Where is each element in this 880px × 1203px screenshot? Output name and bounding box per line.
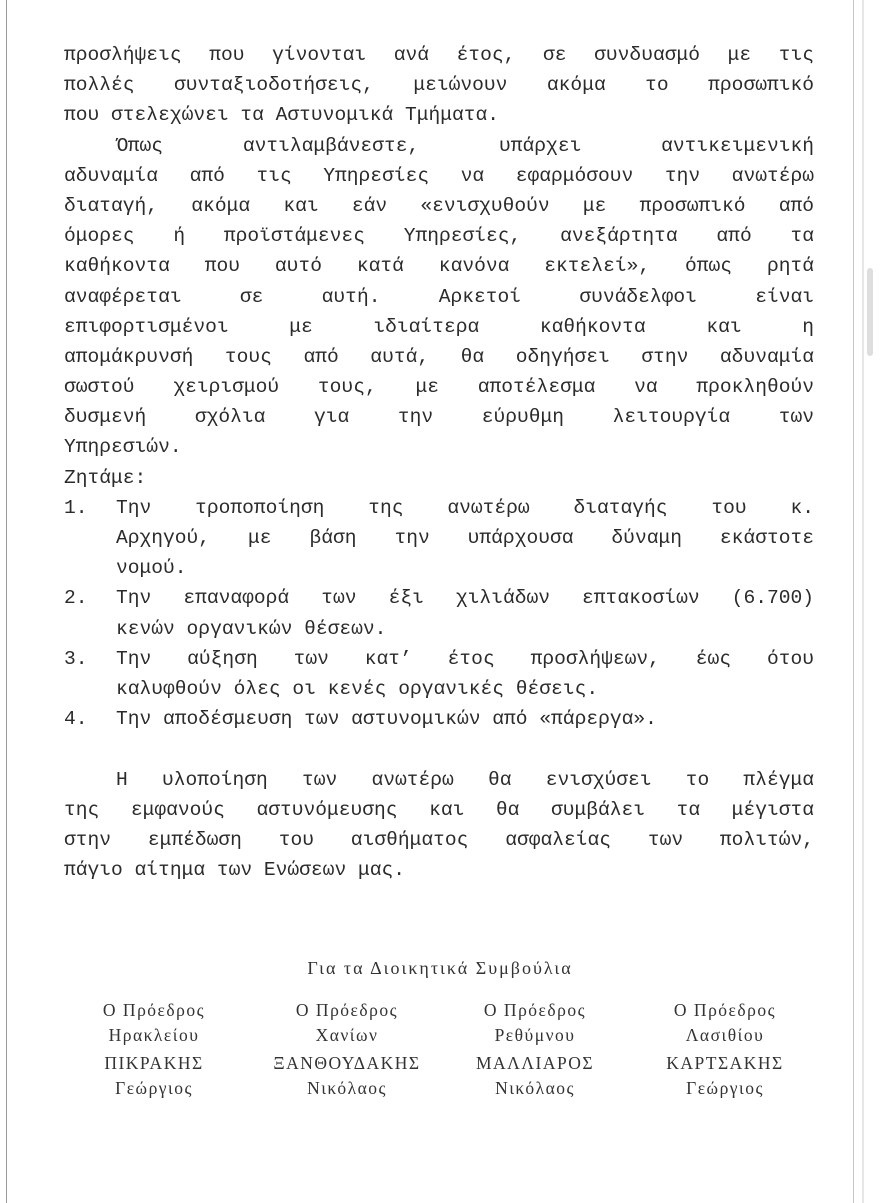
- signature-block-heraklion: [69, 998, 239, 1100]
- request-item: [64, 583, 814, 643]
- closing-line: στην εμπέδωση του αισθήματος ασφαλείας των πολιτών,: [64, 828, 814, 851]
- closing-line: Η υλοποίηση των ανωτέρω θα ενισχύσει το πλέγμα: [116, 768, 814, 791]
- page-right-edge: [853, 0, 854, 1203]
- signatory-title: Ο Πρόεδρος: [295, 1000, 399, 1020]
- closing-line: της εμφανούς αστυνόμευσης και θα συμβάλει τα μέγιστα: [64, 798, 814, 821]
- signatory-title: Ο Πρόεδρος: [102, 1000, 206, 1020]
- signatory-region: Χανίων: [315, 1024, 379, 1045]
- request-line: κενών οργανικών θέσεων.: [116, 617, 387, 640]
- body-line: Όπως αντιλαμβάνεστε, υπάρχει αντικειμενική: [116, 134, 814, 157]
- request-item: [64, 493, 814, 584]
- signatory-first-name: Νικόλαος: [307, 1077, 387, 1098]
- request-number: 4.: [64, 708, 88, 731]
- body-line: που στελεχώνει τα Αστυνομικά Τμήματα.: [64, 104, 500, 127]
- document-body: [64, 40, 814, 885]
- signatory-first-name: Γεώργιος: [115, 1077, 193, 1098]
- request-line: Την επαναφορά των έξι χιλιάδων επτακοσίων (6.700): [116, 587, 814, 610]
- body-line: όμορες ή προϊστάμενες Υπηρεσίες, ανεξάρτητα από τα: [64, 225, 814, 248]
- request-item: [64, 704, 814, 734]
- request-line: Την αποδέσμευση των αστυνομικών από «πάρεργα».: [116, 708, 657, 731]
- signatory-region: Λασιθίου: [685, 1024, 765, 1045]
- request-list: [64, 493, 814, 735]
- signatory-title: Ο Πρόεδρος: [483, 1000, 587, 1020]
- body-line: επιφορτισμένοι με ιδιαίτερα καθήκοντα και η: [64, 315, 814, 338]
- scrollbar-track[interactable]: [862, 0, 864, 1203]
- body-line: πολλές συνταξιοδοτήσεις, μειώνουν ακόμα το προσωπικό: [64, 74, 814, 97]
- signatory-surname: ΠΙΚΡΑΚΗΣ: [104, 1053, 204, 1073]
- body-line: προσλήψεις που γίνονται ανά έτος, σε συνδυασμό με τις: [64, 44, 814, 66]
- signatory-first-name: Νικόλαος: [495, 1077, 575, 1098]
- signature-block-chania: [262, 998, 432, 1100]
- request-item: [64, 644, 814, 704]
- request-line: νομού.: [116, 557, 187, 580]
- body-line: καθήκοντα που αυτό κατά κανόνα εκτελεί», όπως ρητά: [64, 255, 814, 278]
- body-line: σωστού χειρισμού τους, με αποτέλεσμα να προκληθούν: [64, 376, 814, 399]
- request-line: Την τροποποίηση της ανωτέρω διαταγής του κ.: [116, 496, 814, 519]
- signature-block-rethymno: [450, 998, 620, 1100]
- page-left-edge: [6, 0, 7, 1203]
- council-heading: Για τα Διοικητικά Συμβούλια: [307, 958, 573, 978]
- signatory-surname: ΞΑΝΘΟΥΔΑΚΗΣ: [273, 1053, 421, 1073]
- body-line: αδυναμία από τις Υπηρεσίες να εφαρμόσουν την ανωτέρω: [64, 164, 814, 187]
- closing-line: πάγιο αίτημα των Ενώσεων μας.: [64, 859, 405, 882]
- request-number: 1.: [64, 496, 88, 519]
- body-line: δυσμενή σχόλια για την εύρυθμη λειτουργία των: [64, 406, 814, 429]
- request-number: 2.: [64, 587, 88, 610]
- body-line: Υπηρεσιών.: [64, 436, 182, 459]
- signatory-surname: ΚΑΡΤΣΑΚΗΣ: [666, 1053, 784, 1073]
- signature-block-lasithi: [640, 998, 810, 1100]
- body-line: διαταγή, ακόμα και εάν «ενισχυθούν με προσωπικό από: [64, 194, 814, 217]
- request-number: 3.: [64, 647, 88, 670]
- body-line: απομάκρυνσή τους από αυτά, θα οδηγήσει στην αδυναμία: [64, 345, 814, 368]
- signatory-region: Ηρακλείου: [108, 1024, 200, 1045]
- request-line: Αρχηγού, με βάση την υπάρχουσα δύναμη εκάστοτε: [116, 527, 814, 549]
- signatory-title: Ο Πρόεδρος: [673, 1000, 777, 1020]
- signatory-region: Ρεθύμνου: [494, 1024, 576, 1045]
- request-line: Την αύξηση των κατ’ έτος προσλήψεων, έως ότου: [116, 647, 814, 670]
- signatory-first-name: Γεώργιος: [686, 1077, 764, 1098]
- signatory-surname: ΜΑΛΛΙΑΡΟΣ: [475, 1053, 595, 1073]
- request-heading: Ζητάμε:: [64, 466, 147, 489]
- body-line: αναφέρεται σε αυτή. Αρκετοί συνάδελφοι είναι: [64, 285, 814, 308]
- scrollbar-thumb[interactable]: [867, 268, 873, 356]
- request-line: καλυφθούν όλες οι κενές οργανικές θέσεις.: [116, 677, 599, 700]
- spacer: [64, 734, 814, 764]
